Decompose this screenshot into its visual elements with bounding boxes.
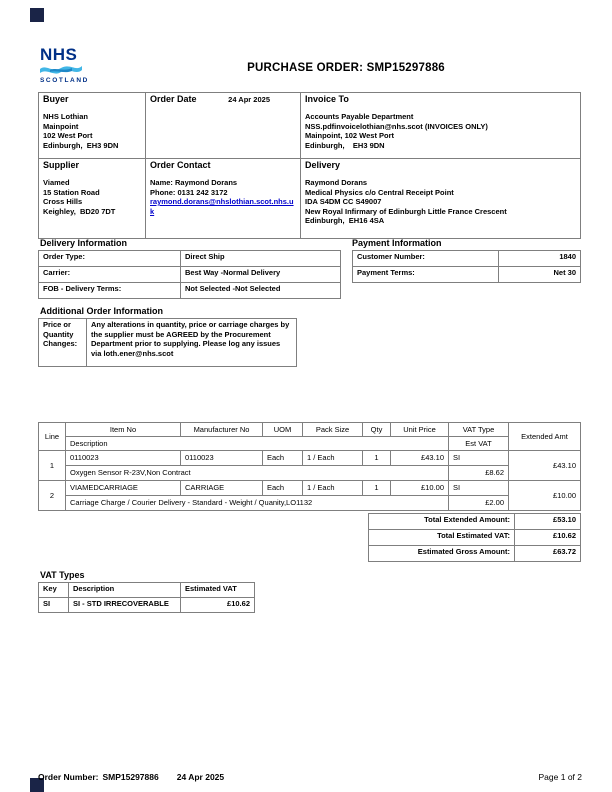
additional-order-information-title: Additional Order Information (40, 306, 163, 316)
supplier-label: Supplier (43, 160, 80, 170)
table-row (369, 514, 581, 530)
col-header-qty: Qty (363, 423, 391, 437)
customer-number-label: Customer Number: (353, 251, 499, 267)
vat-data-row (39, 598, 255, 613)
items-header-row-2 (39, 437, 581, 451)
price-quantity-changes-text: Any alterations in quantity, price or carriage charges by the supplier must be AGREED by the Procurement Department prior to supplying. Please log any issues via loth.ener@nhs.scot (87, 319, 297, 367)
vat-col-description: Description (69, 583, 181, 598)
order-date-label: Order Date (150, 94, 197, 104)
invoice-to-line: Mainpoint, 102 West Port (305, 131, 395, 140)
item-pack-size: 1 / Each (303, 481, 363, 496)
delivery-address (305, 178, 576, 226)
items-table (38, 422, 581, 511)
col-header-vat-type: VAT Type (449, 423, 509, 437)
table-row (369, 546, 581, 562)
corner-marker-top (30, 8, 44, 22)
footer-date: 24 Apr 2025 (176, 772, 225, 782)
delivery-line: IDA S4DM CC S49007 (305, 197, 382, 206)
col-header-unit-price: Unit Price (391, 423, 449, 437)
estimated-gross-amount-value: £63.72 (515, 546, 581, 562)
item-qty: 1 (363, 481, 391, 496)
additional-order-information-table (38, 318, 297, 367)
customer-number-value: 1840 (499, 251, 581, 267)
invoice-to-label: Invoice To (305, 94, 349, 104)
table-row (39, 319, 297, 367)
page-title: PURCHASE ORDER: SMP15297886 (247, 62, 445, 74)
item-row-2 (39, 481, 581, 496)
nhs-scotland-text: SCOTLAND (40, 77, 89, 84)
price-quantity-changes-label: Price or Quantity Changes: (39, 319, 87, 367)
order-contact-label: Order Contact (150, 160, 211, 170)
item-unit-price: £10.00 (391, 481, 449, 496)
order-date-cell (146, 93, 301, 159)
total-extended-amount-label: Total Extended Amount: (369, 514, 515, 530)
fob-terms-label: FOB - Delivery Terms: (39, 283, 181, 299)
delivery-line: Raymond Dorans (305, 178, 368, 187)
invoice-to-line: Accounts Payable Department (305, 112, 414, 121)
nhs-scotland-logo (40, 46, 100, 84)
header-table (38, 92, 581, 239)
item-vat-type: SI (449, 451, 509, 466)
nhs-logo-text: NHS (40, 45, 78, 64)
item-row-1-description (39, 466, 581, 481)
footer-order-info (38, 772, 228, 782)
supplier-line: Keighley, BD20 7DT (43, 206, 116, 216)
supplier-line: Cross Hills (43, 197, 83, 206)
buyer-line: 102 West Port (43, 131, 93, 140)
item-est-vat: £8.62 (449, 466, 509, 481)
payment-information-table (352, 250, 581, 283)
fob-terms-value: Not Selected -Not Selected (181, 283, 341, 299)
order-contact-name: Name: Raymond Dorans (150, 178, 238, 187)
footer-order-number: SMP15297886 (102, 772, 159, 782)
item-row-1 (39, 451, 581, 466)
item-unit-price: £43.10 (391, 451, 449, 466)
col-header-description: Description (66, 437, 449, 451)
vat-header-row (39, 583, 255, 598)
carrier-value: Best Way -Normal Delivery (181, 267, 341, 283)
supplier-line: Viamed (43, 178, 70, 187)
buyer-line: Mainpoint (43, 121, 79, 131)
vat-types-table (38, 582, 255, 613)
invoice-to-line: Edinburgh, EH3 9DN (305, 140, 385, 150)
col-header-pack-size: Pack Size (303, 423, 363, 437)
col-header-extended-amt: Extended Amt (509, 423, 581, 451)
invoice-to-cell (301, 93, 581, 159)
order-contact-cell (146, 159, 301, 239)
item-line: 1 (39, 451, 66, 481)
payment-terms-value: Net 30 (499, 267, 581, 283)
buyer-line: Edinburgh, EH3 9DN (43, 140, 119, 150)
total-estimated-vat-label: Total Estimated VAT: (369, 530, 515, 546)
vat-est-vat: £10.62 (181, 598, 255, 613)
col-header-line: Line (39, 423, 66, 451)
item-description: Oxygen Sensor R-23V,Non Contract (66, 466, 449, 481)
total-estimated-vat-value: £10.62 (515, 530, 581, 546)
payment-information-title: Payment Information (352, 238, 442, 248)
item-vat-type: SI (449, 481, 509, 496)
item-pack-size: 1 / Each (303, 451, 363, 466)
invoice-to-line: NSS.pdfinvoicelothian@nhs.scot (INVOICES ONLY) (305, 121, 488, 131)
delivery-information-title: Delivery Information (40, 238, 128, 248)
vat-key: SI (39, 598, 69, 613)
buyer-cell (39, 93, 146, 159)
order-contact-phone: Phone: 0131 242 3172 (150, 187, 228, 197)
table-row (39, 267, 341, 283)
item-description: Carriage Charge / Courier Delivery - Standard - Weight / Quanity,LO1132 (66, 496, 449, 511)
order-contact-email-link[interactable]: raymond.dorans@nhslothian.scot.nhs.uk (150, 197, 294, 216)
estimated-gross-amount-label: Estimated Gross Amount: (369, 546, 515, 562)
nhs-wave-icon (40, 64, 82, 75)
buyer-line: NHS Lothian (43, 112, 88, 121)
col-header-uom: UOM (263, 423, 303, 437)
vat-col-est-vat: Estimated VAT (181, 583, 255, 598)
buyer-label: Buyer (43, 94, 69, 104)
invoice-to-address (305, 112, 576, 150)
delivery-label: Delivery (305, 160, 341, 170)
col-header-item-no: Item No (66, 423, 181, 437)
item-uom: Each (263, 451, 303, 466)
buyer-address (43, 112, 141, 150)
vat-types-title: VAT Types (40, 570, 85, 580)
item-no: 0110023 (66, 451, 181, 466)
footer-order-number-label: Order Number: (38, 772, 99, 782)
supplier-line: 15 Station Road (43, 187, 100, 197)
table-row (39, 251, 341, 267)
item-uom: Each (263, 481, 303, 496)
carrier-label: Carrier: (39, 267, 181, 283)
order-date-value: 24 Apr 2025 (228, 95, 270, 104)
delivery-line: Medical Physics c/o Central Receipt Point (305, 187, 454, 197)
delivery-line: New Royal Infirmary of Edinburgh Little France Crescent (305, 206, 507, 216)
items-header-row-1 (39, 423, 581, 437)
totals-table (368, 513, 581, 562)
delivery-cell (301, 159, 581, 239)
item-row-2-description (39, 496, 581, 511)
total-extended-amount-value: £53.10 (515, 514, 581, 530)
col-header-est-vat: Est VAT (449, 437, 509, 451)
item-manufacturer-no: CARRIAGE (181, 481, 263, 496)
payment-terms-label: Payment Terms: (353, 267, 499, 283)
delivery-line: Edinburgh, EH16 4SA (305, 216, 385, 225)
item-extended-amt: £43.10 (509, 451, 581, 481)
item-manufacturer-no: 0110023 (181, 451, 263, 466)
item-est-vat: £2.00 (449, 496, 509, 511)
table-row (39, 283, 341, 299)
table-row (353, 267, 581, 283)
item-qty: 1 (363, 451, 391, 466)
vat-col-key: Key (39, 583, 69, 598)
order-contact-details (150, 178, 296, 216)
item-line: 2 (39, 481, 66, 511)
order-type-label: Order Type: (39, 251, 181, 267)
order-type-value: Direct Ship (181, 251, 341, 267)
footer-page-number: Page 1 of 2 (538, 772, 582, 782)
table-row (353, 251, 581, 267)
table-row (369, 530, 581, 546)
item-extended-amt: £10.00 (509, 481, 581, 511)
vat-description: SI - STD IRRECOVERABLE (69, 598, 181, 613)
supplier-address (43, 178, 141, 216)
delivery-information-table (38, 250, 341, 299)
supplier-cell (39, 159, 146, 239)
item-no: VIAMEDCARRIAGE (66, 481, 181, 496)
col-header-manufacturer-no: Manufacturer No (181, 423, 263, 437)
